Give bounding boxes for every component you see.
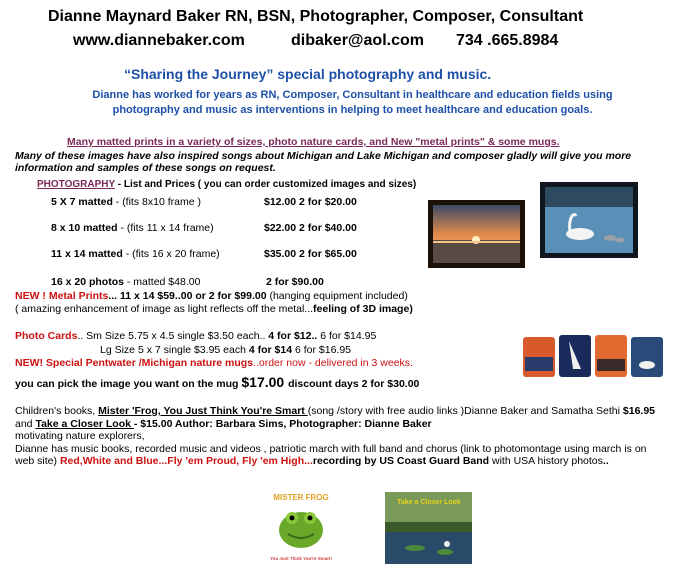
metal-note: (hanging equipment included) [266,290,408,302]
metal-price: ... 11 x 14 $59..00 or 2 for $99.00 [108,290,267,302]
fit-note: - (fits 11 x 14 frame) [117,222,214,234]
fit-note: - (fits 8x10 frame ) [112,196,201,208]
book-take-closer-look-link[interactable]: Take a Closer Look [35,417,134,430]
cards-sm-rest: 6 for $14.95 [317,330,377,342]
photography-list-note: - List and Prices ( you can order customized images and sizes) [114,179,417,190]
cards-sm-bold: 4 for $12.. [265,330,318,342]
book2-info: - $15.00 Author: Barbara Sims, Photographer: Dianne Baker [133,417,432,430]
book-mister-frog-link[interactable]: Mister 'Frog, You Just Think You're Smart [98,405,308,417]
metal-3d: feeling of 3D image) [313,303,413,315]
price-row-11x14 [51,248,220,260]
prints-heading: Many matted prints in a variety of sizes, photo nature cards, and New "metal prints" & some mugs. [67,136,560,148]
price-8x10: $22.00 2 for $40.00 [264,222,357,234]
metal-prints-line2 [15,303,413,315]
price-row-16x20 [51,276,200,288]
price-11x14: $35.00 2 for $65.00 [264,248,357,260]
and-text: and [15,417,36,430]
size-label: 11 x 14 matted [51,248,123,260]
price-row-5x7 [51,196,201,208]
price-row-8x10 [51,222,214,234]
fit-note: - matted $48.00 [123,276,201,288]
book1-desc: (song /story with free audio links )Dianne Baker and Samatha Sethi [307,405,623,417]
mug-price: $17.00 [241,374,289,390]
rwb-title: Red,White and Blue...Fly 'em Proud, Fly 'em High... [59,455,313,467]
mug-price-line [15,374,419,390]
motivating-text: motivating nature explorers, [15,430,145,442]
size-label: 16 x 20 photos [51,276,124,288]
end-dots: .. [602,455,609,467]
inspired-songs-text: Many of these images have also inspired songs about Michigan and Lake Michigan and composer gladly will give you more information and samples of these songs on request. [15,150,632,174]
frog-title: MISTER FROG [273,493,329,502]
photo-cards-label: Photo Cards [15,330,78,342]
mug-pick: you can pick the image you want on the mug [15,378,242,390]
cards-lg: Lg Size 5 x 7 single $3.95 each [100,344,249,356]
phone-number: 734 .665.8984 [456,32,559,49]
history-text: with USA history photos [489,455,603,467]
page-title: Dianne Maynard Baker RN, BSN, Photographer, Composer, Consultant [48,8,584,25]
metal-prints-line [15,290,408,302]
metal-desc: ( amazing enhancement of image as light reflects off the metal... [15,303,314,315]
mister-frog-book-cover [264,490,338,564]
size-label: 5 X 7 matted [51,196,113,208]
bio-text: Dianne has worked for years as RN, Composer, Consultant in healthcare and education fields using photography and music as interventions in helping to meet healthcare and education goals. [92,89,613,116]
sunset-photo [428,200,525,268]
fit-note: - (fits 16 x 20 frame) [122,248,220,260]
children-intro: Children's books, [15,405,99,417]
mugs-line [15,357,413,369]
size-label: 8 x 10 matted [51,222,118,234]
music-text: Dianne has music books, recorded music and videos , patriotic march with full band and chorus (link to photomontage using march is on web site) [15,442,647,467]
cards-lg-rest: 6 for $16.95 [292,344,352,356]
take-closer-look-book-cover [385,492,472,564]
website-link[interactable]: www.diannebaker.com [73,32,245,49]
mug-discount: discount days 2 for $30.00 [288,378,420,390]
cards-lg-line [100,344,351,356]
new-mugs: NEW! Special Pentwater /Michigan nature mugs [15,357,254,369]
photography-heading [37,179,416,190]
mugs-order: ..order now - delivered in 3 weeks. [253,357,413,369]
book1-price: $16.95 [622,405,656,417]
books-music-paragraph [15,405,665,468]
mugs-photo [521,331,666,381]
book-title: Take a Closer Look [397,499,461,506]
frog-subtitle: You Just Think You're Smart! [269,556,333,561]
price-5x7: $12.00 2 for $20.00 [264,196,357,208]
cards-sm: .. Sm Size 5.75 x 4.5 single $3.50 each.. [77,330,266,342]
recording-text: recording by US Coast Guard Band [312,455,490,467]
cards-lg-bold: 4 for $14 [248,344,293,356]
swan-photo [540,182,638,258]
price-16x20: 2 for $90.00 [266,276,324,288]
metal-new-label: NEW ! Metal Prints [15,290,109,302]
cards-sm-line [15,330,376,342]
photography-label: PHOTOGRAPHY [37,179,115,190]
tagline: “Sharing the Journey” special photography and music. [124,66,492,82]
email-link[interactable]: dibaker@aol.com [291,32,424,49]
